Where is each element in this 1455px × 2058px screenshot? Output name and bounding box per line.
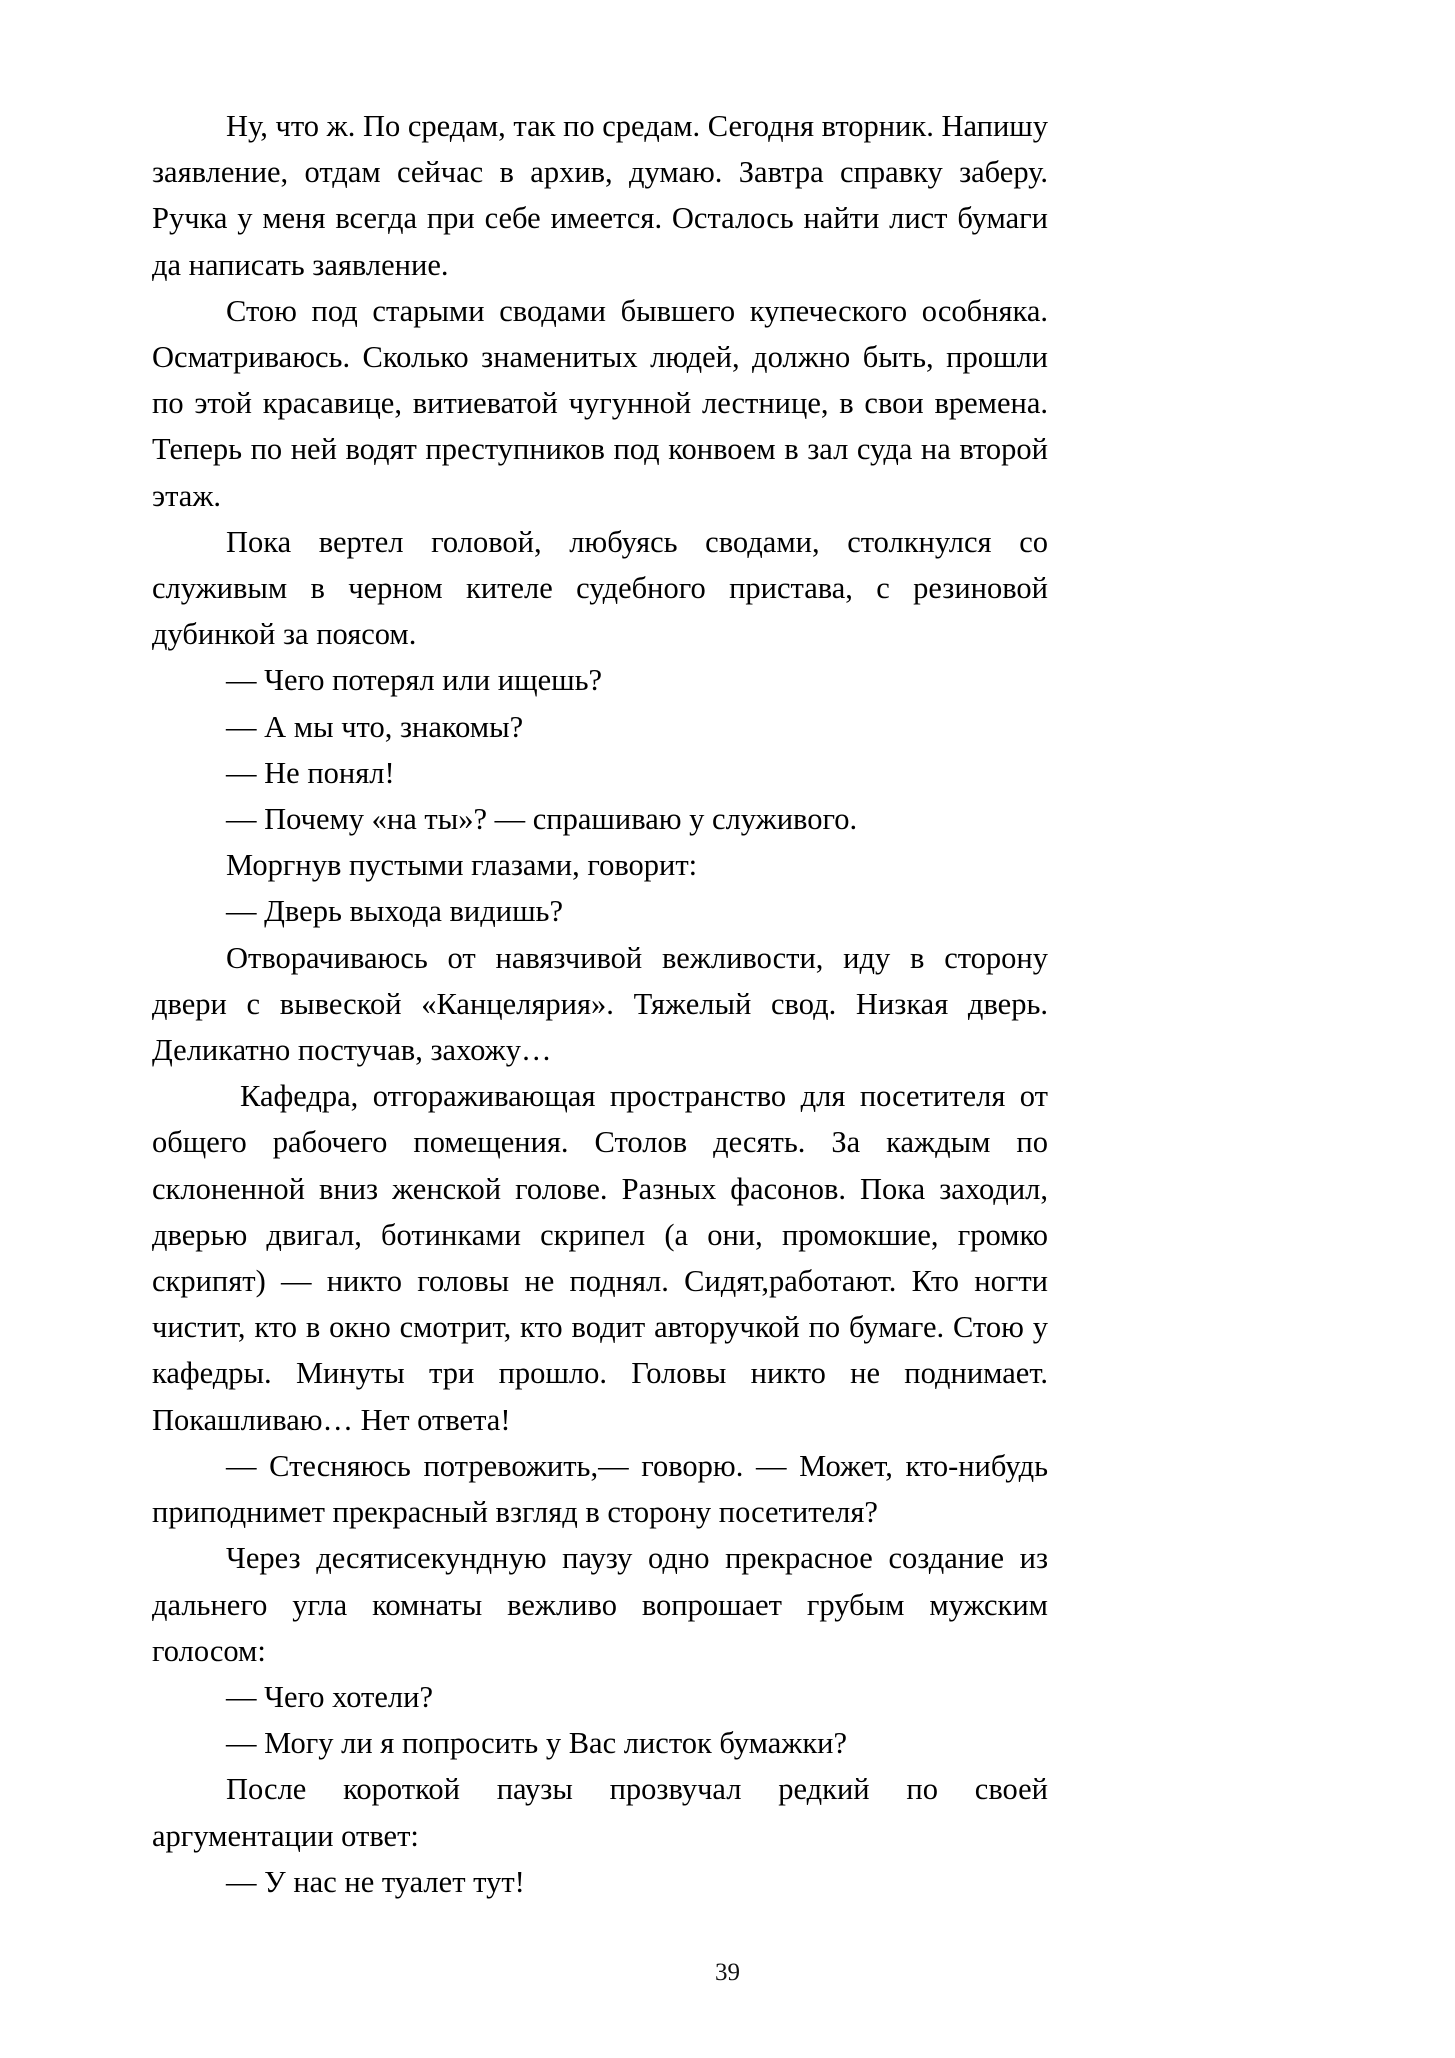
paragraph: — Стесняюсь потревожить,— говорю. — Может, кто-нибудь приподнимет прекрасный взгляд в сторону посетителя?: [152, 1448, 1048, 1530]
paragraph: После короткой паузы прозвучал редкий по своей аргументации ответ:: [152, 1772, 1048, 1853]
paragraph: Стою под старыми сводами бывшего купеческого особняка. Осматриваюсь. Сколько знаменитых людей, должно быть, прошли по этой красавице, витиеватой чугунной лестнице, в свои времена. Теперь по ней водят преступников под конвоем в зал суда на второй этаж.: [152, 293, 1048, 513]
dialogue-line: — Могу ли я попросить у Вас листок бумажки?: [226, 1726, 848, 1761]
paragraph: Кафедра, отгораживающая пространство для посетителя от общего рабочего помещения. Столов десять. За каждым по склоненной вниз женской голове. Разных фасонов. Пока заходил, дверью двигал, ботинками скрипел (а они, промокшие, громко скрипят) — никто головы не поднял. Сидят,работают. Кто ногти чистит, кто в окно смотрит, кто водит авторучкой по бумаге. Стою у кафедры. Минуты три прошло. Головы никто не поднимает. Покашливаю… Нет ответа!: [152, 1079, 1048, 1437]
paragraph: Через десятисекундную паузу одно прекрасное создание из дальнего угла комнаты вежливо вопрошает грубым мужским голосом:: [152, 1541, 1048, 1668]
dialogue-line: — Почему «на ты»? — спрашиваю у служивого.: [226, 802, 858, 837]
narration-line: Моргнув пустыми глазами, говорит:: [226, 848, 698, 883]
page-text-block: [152, 103, 1048, 1905]
dialogue-line: — Чего хотели?: [226, 1679, 433, 1714]
dialogue-line: — Дверь выхода видишь?: [226, 894, 564, 929]
paragraph: Пока вертел головой, любуясь сводами, столкнулся со служивым в черном кителе судебного пристава, с резиновой дубинкой за поясом.: [152, 524, 1048, 652]
dialogue-line: — Не понял!: [226, 755, 395, 790]
dialogue-line: — Чего потерял или ищешь?: [226, 663, 603, 698]
page-number: 39: [715, 1959, 740, 1986]
paragraph: Ну, что ж. По средам, так по средам. Сегодня вторник. Напишу заявление, отдам сейчас в архив, думаю. Завтра справку заберу. Ручка у меня всегда при себе имеется. Осталось найти лист бумаги да написать заявление.: [152, 109, 1048, 282]
dialogue-line: — У нас не туалет тут!: [226, 1864, 525, 1899]
paragraph: Отворачиваюсь от навязчивой вежливости, иду в сторону двери с вывеской «Канцелярия». Тяжелый свод. Низкая дверь. Деликатно постучав, захожу…: [152, 940, 1048, 1068]
dialogue-line: — А мы что, знакомы?: [226, 709, 524, 744]
